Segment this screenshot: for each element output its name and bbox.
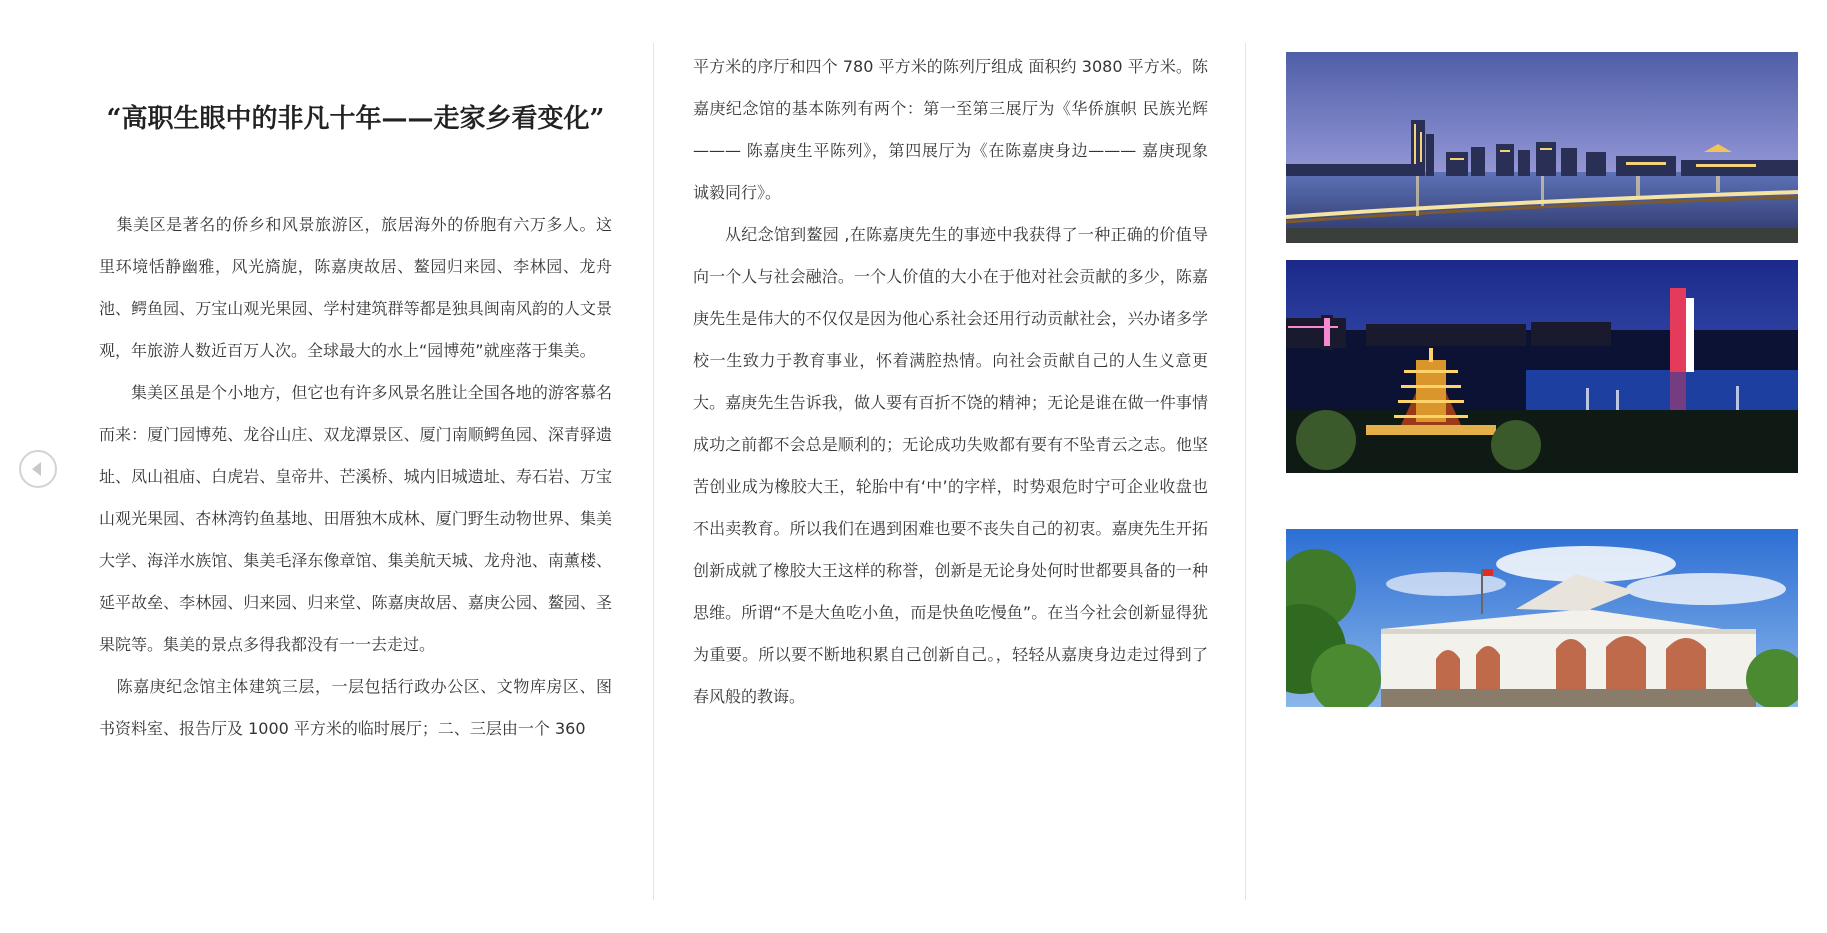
paragraph: 平方米的序厅和四个 780 平方米的陈列厅组成 面积约 3080 平方米。陈嘉庚纪念馆的基本陈列有两个：第一至第三展厅为《华侨旗帜 民族光辉——— 陈嘉庚生平陈列》，第四展厅为《在陈嘉庚身边——— 嘉庚现象 诚毅同行》。 <box>693 57 1208 202</box>
prev-page-button[interactable] <box>19 450 57 488</box>
paragraph: 陈嘉庚纪念馆主体建筑三层，一层包括行政办公区、文物库房区、图书资料室、报告厅及 1000 平方米的临时展厅；二、三层由一个 360 <box>99 677 612 738</box>
jimei-pagoda-night-photo <box>1286 260 1798 473</box>
paragraph: 集美区是著名的侨乡和风景旅游区，旅居海外的侨胞有六万多人。这里环境恬静幽雅，风光旖旎，陈嘉庚故居、鳌园归来园、李林园、龙舟池、鳄鱼园、万宝山观光果园、学村建筑群等都是独具闽南风韵的人文景观，年旅游人数近百万人次。全球最大的水上“园博苑”就座落于集美。 <box>99 215 612 360</box>
column-divider <box>1245 43 1246 900</box>
tan-kah-kee-memorial-building-photo <box>1286 529 1798 707</box>
article-column-2 <box>693 46 1208 718</box>
chevron-left-icon <box>32 462 41 476</box>
article-column-1 <box>99 98 612 750</box>
column-divider <box>653 43 654 900</box>
jimei-city-night-bridge-photo <box>1286 52 1798 243</box>
article-title: “高职生眼中的非凡十年——走家乡看变化” <box>106 104 605 134</box>
paragraph: 从纪念馆到鳌园 ,在陈嘉庚先生的事迹中我获得了一种正确的价值导向一个人与社会融洽。一个人价值的大小在于他对社会贡献的多少，陈嘉庚先生是伟大的不仅仅是因为他心系社会还用行动贡献社会，兴办诸多学校一生致力于教育事业，怀着满腔热情。向社会贡献自己的人生义意更大。嘉庚先生告诉我，做人要有百折不饶的精神；无论是谁在做一件事情成功之前都不会总是顺利的；无论成功失败都有要有不坠青云之志。他坚苦创业成为橡胶大王，轮胎中有‘中’的字样，时势艰危时宁可企业收盘也不出卖教育。所以我们在遇到困难也要不丧失自己的初衷。嘉庚先生开拓创新成就了橡胶大王这样的称誉，创新是无论身处何时世都要具备的一种思维。所谓“不是大鱼吃小鱼，而是快鱼吃慢鱼”。在当今社会创新显得犹为重要。所以要不断地积累自己创新自己。，轻轻从嘉庚身边走过得到了春风般的教诲。 <box>693 225 1208 706</box>
paragraph: 集美区虽是个小地方，但它也有许多风景名胜让全国各地的游客慕名而来：厦门园博苑、龙谷山庄、双龙潭景区、厦门南顺鳄鱼园、深青驿遗址、凤山祖庙、白虎岩、皇帝井、芒溪桥、城内旧城遗址、寿石岩、万宝山观光果园、杏林湾钓鱼基地、田厝独木成林、厦门野生动物世界、集美大学、海洋水族馆、集美毛泽东像章馆、集美航天城、龙舟池、南薰楼、延平故垒、李林园、归来园、归来堂、陈嘉庚故居、嘉庚公园、鳌园、圣果院等。集美的景点多得我都没有一一去走过。 <box>99 383 612 654</box>
